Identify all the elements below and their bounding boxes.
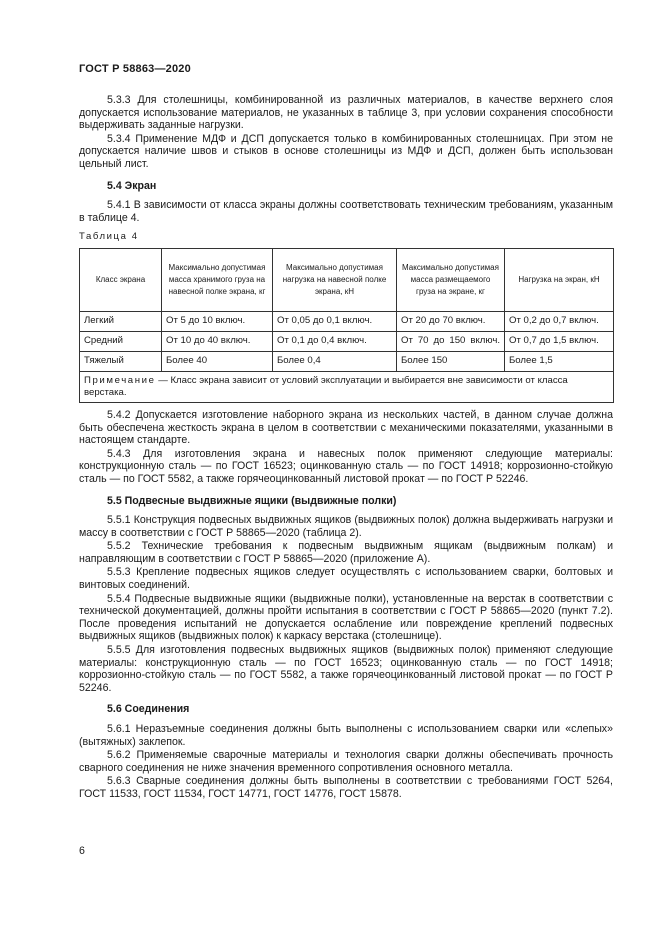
table-cell: От 0,7 до 1,5 включ. [505,331,614,351]
table-header-cell: Максимально допустимая масса размещаемого груза на экране, кг [397,248,505,311]
table-row [80,351,614,371]
paragraph-5-5-4: 5.5.4 Подвесные выдвижные ящики (выдвижные полки), установленные на верстак в соответствии с технической документацией, должны пройти испытания в соответствии с ГОСТ Р 58865—2020 (пункт 7.2). После проведения испытаний не допускается ослабление или повреждение креплений подвесных выдвижных ящиков (выдвижных полок) к каркасу верстака (столешнице). [79,592,613,643]
table-header-cell: Максимально допустимая нагрузка на навесной полке экрана, кН [273,248,397,311]
table-cell: От 0,2 до 0,7 включ. [505,311,614,331]
table-cell: От 0,1 до 0,4 включ. [273,331,397,351]
paragraph-5-4-1: 5.4.1 В зависимости от класса экраны должны соответствовать техническим требованиям, указанным в таблице 4. [79,199,613,224]
table-cell: От 70 до 150 включ. [397,331,505,351]
table-cell: От 5 до 10 включ. [162,311,273,331]
table-row [80,331,614,351]
paragraph-5-6-1: 5.6.1 Неразъемные соединения должны быть выполнены с использованием сварки или «слепых» (вытяжных) заклепок. [79,723,613,748]
table-header-cell: Максимально допустимая масса хранимого груза на навесной полке экрана, кг [162,248,273,311]
paragraph-5-5-1: 5.5.1 Конструкция подвесных выдвижных ящиков (выдвижных полок) должна выдерживать нагрузки и массу в соответствии с ГОСТ Р 58865—2020 (таблица 2). [79,514,613,539]
paragraph-5-4-2: 5.4.2 Допускается изготовление наборного экрана из нескольких частей, в данном случае должна быть обеспечена жесткость экрана в целом в соответствии с механическими показателями, указанными в настоящем стандарте. [79,408,613,447]
table-cell: Более 150 [397,351,505,371]
table-header-row [80,248,614,311]
section-heading-5-4: 5.4 Экран [107,179,157,192]
paragraph-5-5-5: 5.5.5 Для изготовления подвесных выдвижных ящиков (выдвижных полок) применяют следующие материалы: конструкционную сталь — по ГОСТ 16523; оцинкованную сталь — по ГОСТ 14918; коррозионно-стойкую сталь — по ГОСТ 5582, а также горячеоцинкованный листовой прокат — по ГОСТ Р 52246. [79,644,613,694]
page-number: 6 [79,845,85,857]
section-heading-5-6: 5.6 Соединения [107,703,190,716]
table-header-cell: Класс экрана [80,248,162,311]
document-header: ГОСТ Р 58863—2020 [79,63,191,75]
paragraph-5-5-2: 5.5.2 Технические требования к подвесным выдвижным ящикам (выдвижным полкам) и направляющим в соответствии с ГОСТ Р 58865—2020 (приложение А). [79,540,613,565]
table-row [80,311,614,331]
paragraph-5-5-3: 5.5.3 Крепление подвесных ящиков следует осуществлять с использованием сварки, болтовых и винтовых соединений. [79,566,613,592]
page-body [79,94,613,802]
table-cell: От 10 до 40 включ. [162,331,273,351]
table-cell: Средний [80,331,162,351]
paragraph-5-3-3: 5.3.3 Для столешницы, комбинированной из различных материалов, в качестве верхнего слоя допускается использование материалов, не указанных в таблице 3, при условии сохранения способности выдерживать заданные нагрузки. [79,94,613,132]
table-cell: Тяжелый [80,351,162,371]
paragraph-5-4-3: 5.4.3 Для изготовления экрана и навесных полок применяют следующие материалы: конструкционную сталь — по ГОСТ 16523; оцинкованную сталь — по ГОСТ 14918; коррозионно-стойкую сталь — по ГОСТ 5582, а также горячеоцинкованный листовой прокат — по ГОСТ Р 52246. [79,447,613,485]
table-cell: Более 1,5 [505,351,614,371]
note-text: — Класс экрана зависит от условий эксплуатации и выбирается вне зависимости от класса верстака. [84,374,568,398]
table-cell: Более 40 [162,351,273,371]
paragraph-5-6-3: 5.6.3 Сварные соединения должны быть выполнены в соответствии с требованиями ГОСТ 5264, ГОСТ 11533, ГОСТ 11534, ГОСТ 14771, ГОСТ 14776, ГОСТ 15878. [79,775,613,800]
section-heading-5-5: 5.5 Подвесные выдвижные ящики (выдвижные полки) [107,494,397,507]
table-note [80,371,614,402]
table-cell: Легкий [80,311,162,331]
table-header-cell: Нагрузка на экран, кН [505,248,614,311]
table-cell: От 0,05 до 0,1 включ. [273,311,397,331]
screen-class-table [79,248,614,403]
table-caption: Таблица 4 [79,231,139,243]
table-cell: Более 0,4 [273,351,397,371]
table-note-row [80,371,614,402]
paragraph-5-3-4: 5.3.4 Применение МДФ и ДСП допускается только в комбинированных столешницах. При этом не допускается наличие швов и стыков в основе столешницы из МДФ и ДСП, должен быть использован цельный лист. [79,132,613,170]
note-label: Примечание [84,374,156,386]
table-cell: От 20 до 70 включ. [397,311,505,331]
paragraph-5-6-2: 5.6.2 Применяемые сварочные материалы и технология сварки должны обеспечивать прочность сварного соединения не ниже значения временного сопротивления основного металла. [79,749,613,774]
